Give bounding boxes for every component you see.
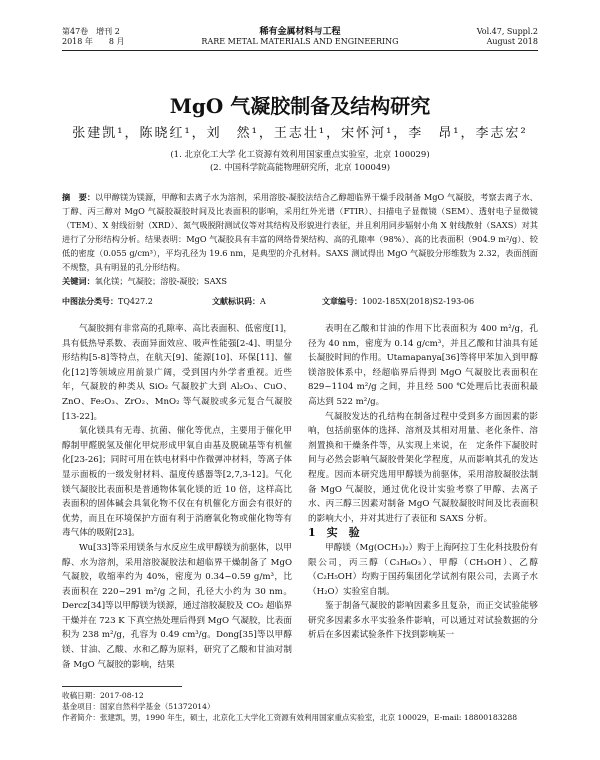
paragraph: 气凝胶发达的孔结构在制备过程中受到多方面因素的影响，包括前驱体的选择、溶剂及其相对用量、老化条件、溶剂置换和干燥条件等，从实现上来说，在 定条件下凝胶时间与必然会影响气凝胶骨架化学程度，从而影响其孔的发达程度。因而本研究选用甲醇镁为前驱体，采用溶胶凝胶法制备 MgO 气凝胶，通过优化设计实验考察了甲醇、去离子水、丙三醇三因素对制备 MgO 气凝胶凝胶时间及比表面积的影响大小，并对其进行了表征和 SAXS 分析。 [308, 411, 538, 524]
section-heading: 1 实 验 [308, 526, 360, 540]
affiliation-2: (2. 中国科学院高能物理研究所，北京 100049) [209, 163, 391, 173]
right-column [308, 322, 538, 643]
author-list: 张建凯¹，陈晓红¹，刘 然¹，王志壮¹，宋怀河¹，李 昂¹，李志宏² [72, 126, 528, 141]
author-bio: 作者简介：张建凯，男，1990 年生，硕士，北京化工大学化工资源有效利用国家重点实验室，北京 100029，E-mail: 18800183288 [62, 713, 518, 722]
affiliation-1: (1. 北京化工大学 化工资源有效利用国家重点实验室，北京 100029) [170, 150, 430, 160]
paragraph: 鉴于制备气凝胶的影响因素多且复杂，而正交试验能够研究多因素多水平实验条件影响，可以通过对试验数据的分析后在多因素试验条件下找到影响某一 [308, 601, 538, 641]
clc-value: TQ427.2 [118, 297, 153, 306]
header-date-line: 2018 年 8 月 [62, 37, 125, 46]
footnote [62, 686, 538, 723]
running-header [62, 27, 538, 49]
keywords: 氧化镁；气凝胶；溶胶-凝胶；SAXS [94, 276, 227, 286]
paragraph: Wu[33]等采用镁条与水反应生成甲醇镁为前驱体，以甲醇、水为溶剂，采用溶胶凝胶法和超临界干燥制备了 MgO 气凝胶，收缩率约为 40%，密度为 0.34~0.59 g/m³，比表面积在 220~291 m²/g 之间，孔径大小约为 30 nm。Dercz[34]等以甲醇镁为镁源，通过溶胶凝胶及 CO₂ 超临界干燥并在 723 K 下真空热处理后得到 MgO 气凝胶，比表面积为 238 m²/g，孔容为 0.49 cm³/g。Dong[35]等以甲醇镁、甘油、乙酸、水和乙醇为原料，研究了乙酸和甘油对制备 MgO 气凝胶的影响，结果 [62, 542, 292, 670]
fund-info: 基金项目：国家自然科学基金（51372014） [62, 702, 215, 711]
journal-name-cn: 稀有金属材料与工程 [259, 27, 341, 37]
clc-label: 中图法分类号： [62, 296, 118, 306]
header-date-en: August 2018 [486, 37, 538, 46]
header-volume-en [477, 27, 538, 47]
header-vol-en: Vol.47, Suppl.2 [476, 27, 538, 36]
keywords-label: 关键词： [62, 276, 95, 286]
paragraph: 气凝胶拥有非常高的孔隙率、高比表面积、低密度[1]，具有低热导系数、表面异面效应、吸声性能强[2-4]、明显分形结构[5-8]等特点，在航天[9]、能源[10]、环保[11]、催化[12]等领域应用前景广阔，受到国内外学者重视。近些年，气凝胶的种类从 SiO₂ 气凝胶扩大到 Al₂O₃、CuO、ZnO、Fe₂O₃、ZrO₂、MnO₂ 等气凝胶或多元复合气凝胶[13-22]。 [62, 324, 292, 422]
article-no-label: 文章编号： [322, 296, 362, 306]
header-rule [62, 50, 538, 51]
received-date: 收稿日期：2017-08-12 [62, 691, 144, 700]
paragraph: 表明在乙酸和甘油的作用下比表面积为 400 m²/g，孔径为 40 nm，密度为 0.14 g/cm³，并且乙酸和甘油具有延长凝胶时间的作用。Utamapanya[36]等将甲苯加入到甲醇镁溶胶体系中，经超临界后得到 MgO 气凝胶比表面积在 829~1104 m²/g 之间，并且经 500 ℃处理后比表面积最高达到 522 m²/g。 [308, 324, 538, 407]
abstract-text: 以甲醇镁为镁源，甲醇和去离子水为溶剂，采用溶胶-凝胶法结合乙醇超临界干燥手段制备 MgO 气凝胶，考察去离子水、丁醇、丙三醇对 MgO 气凝胶凝胶时间及比表面积的影响，采用红外光谱（FTIR）、扫描电子显微镜（SEM）、透射电子显微镜（TEM）、X 射线衍射（XRD）、氮气吸脱附测试仪等对其结构及形貌进行表征，并且利用同步辐射小角 X 射线散射（SAXS）对其进行了分形结构分析。结果表明：MgO 气凝胶具有丰富的网络骨架结构、高的孔隙率（98%）、高的比表面积（904.9 m²/g）、较低的密度（0.055 g/cm³），平均孔径为 19.6 nm，是典型的介孔材料。SAXS 测试得出 MgO 气凝胶分形维数为 2.32，表面剖面不规整，具有明显的孔分形结构。 [62, 192, 538, 272]
footnote-rule [62, 686, 182, 687]
abstract-label: 摘 要： [62, 192, 96, 202]
paragraph: 甲醇镁（Mg(OCH₃)₂）购于上海阿拉丁生化科技股份有限公司，丙三醇（C₃H₈O₃）、甲醇（CH₃OH）、乙醇（C₂H₅OH）均购于国药集团化学试剂有限公司，去离子水（H₂O）实验室自制。 [308, 542, 538, 597]
journal-name-en: RARE METAL MATERIALS AND ENGINEERING [201, 37, 399, 46]
header-volume-line: 第47卷 增刊 2 [62, 27, 120, 36]
journal-name [62, 27, 538, 47]
abstract [62, 190, 538, 288]
paper-title: MgO 气凝胶制备及结构研究 [169, 94, 431, 118]
article-no-value: 1002-185X(2018)S2-193-06 [362, 297, 475, 306]
left-column [62, 322, 292, 672]
doc-code-value: A [260, 297, 266, 306]
doc-code-label: 文献标识码： [212, 296, 260, 306]
paragraph: 氧化镁具有无毒、抗菌、催化等优点，主要用于催化甲醇制甲醛脱氢及催化甲烷形成甲氧自由基及脱硫基等有机催化[23-26]；同时可用在铁电材料中作微弹冲材料，等离子体显示面板的一级发射材料、温度传感器等[2,7,3-12]。气化镁气凝胶比表面积是普通物体氧化镁的近 10 倍，这样高比表面积的固体碱会具氧化物不仅在有机催化方面会有很好的优势，而且在环境保护方面有利于消磨氧化物或催化物等有毒气体的吸附[23]。 [62, 426, 292, 539]
